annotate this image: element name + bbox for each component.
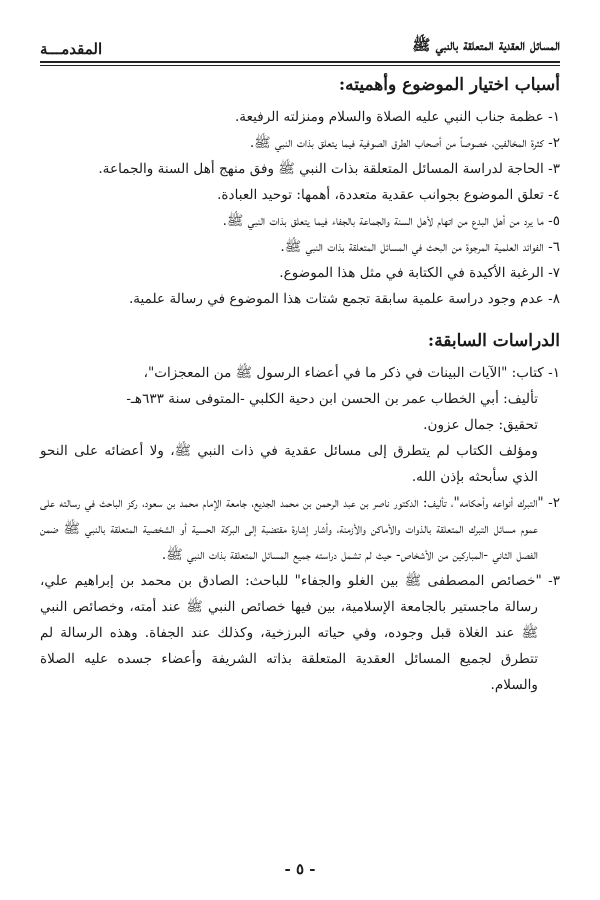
study-3: ٣- "خصائص المصطفى ﷺ بين الغلو والجفاء" للباحث: الصادق بن محمد بن إبراهيم علي، رسالة ماجستير بالجامعة الإسلامية، بين فيها خصائص النبي ﷺ عند أمته، وخصائص النبي ﷺ عند الغلاة قبل وجوده، وفي حياته البرزخية، وكذلك عند الجفاة. وهذه الرسالة لم تتطرق لجميع المسائل العقدية المتعلقة بذاته الشريفة وأعضاء جسده عليه الصلاة والسلام.	[40, 573, 560, 693]
list-item: ٧- الرغبة الأكيدة في الكتابة في مثل هذا الموضوع.	[279, 265, 560, 281]
section-heading-reasons: أسباب اختيار الموضوع وأهميته:	[338, 75, 560, 95]
header-rule-thick	[40, 61, 560, 63]
study-1-editor: تحقيق: جمال عزون.	[423, 417, 538, 433]
header-rule-thin	[40, 65, 560, 66]
list-item: ٤- تعلق الموضوع بجوانب عقدية متعددة، أهمها: توحيد العبادة.	[217, 187, 560, 203]
header-section: المقدمـــة	[40, 40, 103, 58]
list-item: ٥- ما يرد من أهل البدع من اتهام لأهل السنة والجماعة بالجفاء فيما يتعلق بذات النبي ﷺ.	[222, 213, 560, 229]
page-number: - ٥ -	[284, 860, 316, 878]
study-1-title: ١- كتاب: "الآيات البينات في ذكر ما في أعضاء الرسول ﷺ من المعجزات"،	[143, 365, 560, 381]
running-header	[40, 28, 560, 58]
study-2: ٢- "التبرك أنواعه وأحكامه"، تأليف: الدكتور ناصر بن عبد الرحمن بن محمد الجديع، جامعة الإمام محمد بن سعود، ركز الباحث في رسالته على عموم مسائل التبرك المتعلقة بالذوات والأماكن والأزمنة، وأشار إشارة مقتضبة إلى البركة الحسية أو الشخصية المتعلقة بالنبي ﷺ ضمن الفصل الثاني -المباركين من الأشخاص- حيث لم تشمل دراسته جميع المسائل المتعلقة بذات النبي ﷺ.	[40, 495, 560, 563]
header-title: المسائل العقدية المتعلقة بالنبي ﷺ	[412, 36, 560, 54]
list-item: ٦- الفوائد العلمية المرجوة من البحث في المسائل المتعلقة بذات النبي ﷺ.	[280, 239, 560, 255]
list-item: ٢- كثرة المخالفين، خصوصاً من أصحاب الطرق الصوفية فيما يتعلق بذات النبي ﷺ.	[249, 135, 560, 151]
document-page	[40, 0, 560, 900]
page-body	[40, 72, 560, 698]
list-item: ٣- الحاجة لدراسة المسائل المتعلقة بذات النبي ﷺ وفق منهج أهل السنة والجماعة.	[98, 161, 560, 177]
study-1-note: ومؤلف الكتاب لم يتطرق إلى مسائل عقدية في ذات النبي ﷺ، ولا أعضائه على النحو الذي سأبحثه بإذن الله.	[40, 443, 538, 485]
list-item: ٨- عدم وجود دراسة علمية سابقة تجمع شتات هذا الموضوع في رسالة علمية.	[128, 291, 560, 307]
list-item: ١- عظمة جناب النبي عليه الصلاة والسلام ومنزلته الرفيعة.	[234, 109, 560, 125]
study-1-author: تأليف: أبي الخطاب عمر بن الحسن ابن دحية الكلبي -المتوفى سنة ٦٣٣هـ-	[126, 391, 538, 407]
section-heading-previous-studies: الدراسات السابقة:	[427, 331, 560, 351]
